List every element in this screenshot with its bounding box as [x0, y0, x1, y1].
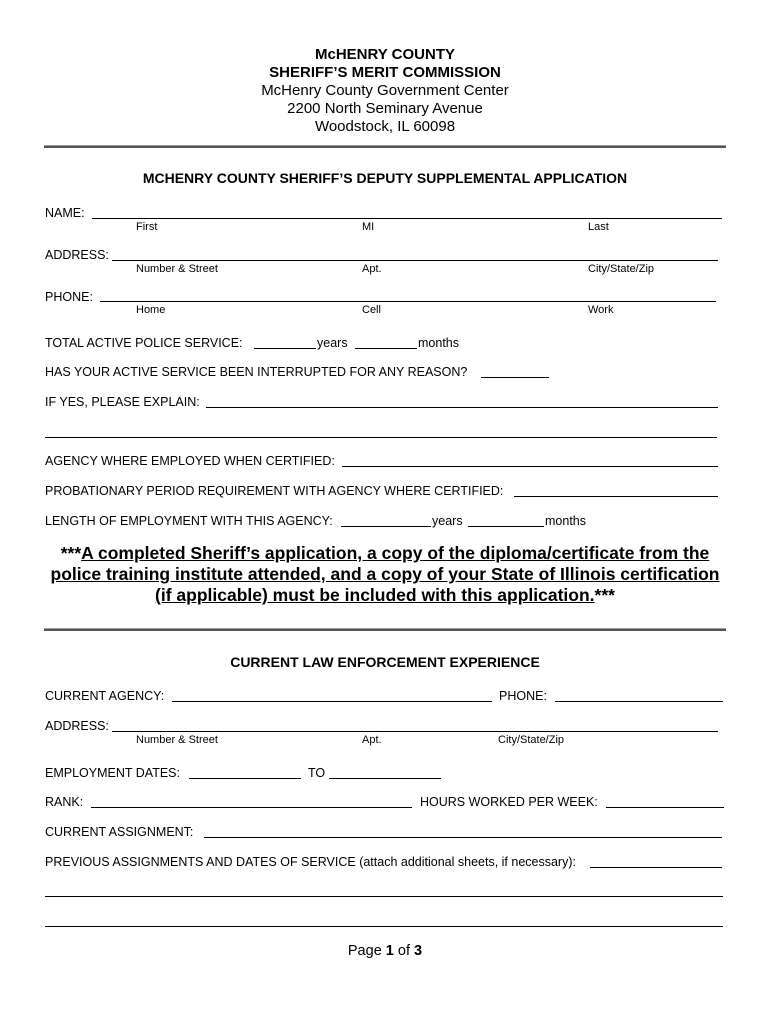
name-field[interactable] [92, 218, 722, 219]
notice-text: A completed Sheriff’s application, a copy of the diploma/certificate from the police training institute attended, and a copy of your State of Illinois certification (if applicable) must be included with this application. [50, 543, 720, 605]
name-sub-mi: MI [362, 221, 375, 233]
agency-phone-label: PHONE: [499, 689, 547, 703]
page-total: 3 [414, 943, 423, 959]
explain-field-continued[interactable] [45, 437, 717, 438]
phone-label: PHONE: [45, 290, 93, 304]
agency-address-sub-street: Number & Street [136, 734, 218, 746]
length-years-label: years [432, 514, 463, 528]
current-assignment-field[interactable] [204, 837, 722, 838]
notice-prefix: *** [60, 543, 82, 563]
service-years-field[interactable] [254, 348, 316, 349]
address-sub-city: City/State/Zip [588, 263, 655, 275]
page-word: Page [347, 943, 382, 959]
address-sub-apt: Apt. [362, 263, 382, 275]
hours-field[interactable] [606, 807, 724, 808]
previous-assignments-field[interactable] [590, 867, 722, 868]
current-agency-field[interactable] [172, 701, 492, 702]
service-months-label: months [418, 336, 459, 350]
employment-start-field[interactable] [189, 778, 301, 779]
page-number [0, 943, 770, 959]
employment-end-field[interactable] [329, 778, 441, 779]
section-divider [44, 628, 726, 631]
agency-address-sub-apt: Apt. [362, 734, 382, 746]
service-months-field[interactable] [355, 348, 417, 349]
agency-certified-field[interactable] [342, 466, 718, 467]
explain-field[interactable] [206, 407, 718, 408]
agency-address-sub-city: City/State/Zip [498, 734, 565, 746]
name-sub-first: First [136, 221, 158, 233]
agency-address-field[interactable] [112, 731, 718, 732]
notice-suffix: *** [594, 585, 615, 605]
page-current: 1 [385, 943, 394, 959]
address-label: ADDRESS: [45, 248, 109, 262]
explain-label: IF YES, PLEASE EXPLAIN: [45, 395, 200, 409]
agency-certified-label: AGENCY WHERE EMPLOYED WHEN CERTIFIED: [45, 454, 335, 468]
header-divider [44, 145, 726, 148]
interrupted-field[interactable] [481, 377, 549, 378]
name-sub-last: Last [588, 221, 609, 233]
probationary-label: PROBATIONARY PERIOD REQUIREMENT WITH AGENCY WHERE CERTIFIED: [45, 484, 504, 498]
current-agency-label: CURRENT AGENCY: [45, 689, 165, 703]
page-of-word: of [397, 943, 410, 959]
name-label: NAME: [45, 206, 85, 220]
rank-field[interactable] [91, 807, 412, 808]
interrupted-label: HAS YOUR ACTIVE SERVICE BEEN INTERRUPTED FOR ANY REASON? [45, 365, 468, 379]
city-address: Woodstock, IL 60098 [314, 118, 456, 135]
service-label: TOTAL ACTIVE POLICE SERVICE: [45, 336, 243, 350]
probationary-field[interactable] [514, 496, 718, 497]
commission-name: SHERIFF’S MERIT COMMISSION [269, 64, 501, 81]
government-center: McHenry County Government Center [261, 82, 509, 99]
employment-dates-label: EMPLOYMENT DATES: [45, 766, 180, 780]
phone-field[interactable] [100, 301, 716, 302]
county-name: McHENRY COUNTY [314, 46, 456, 63]
employment-to-label: TO [308, 766, 326, 780]
length-months-field[interactable] [468, 526, 544, 527]
rank-label: RANK: [45, 795, 84, 809]
previous-assignments-line-3[interactable] [45, 926, 723, 927]
address-field[interactable] [112, 260, 718, 261]
hours-label: HOURS WORKED PER WEEK: [420, 795, 598, 809]
phone-sub-home: Home [136, 304, 166, 316]
length-label: LENGTH OF EMPLOYMENT WITH THIS AGENCY: [45, 514, 333, 528]
phone-sub-work: Work [588, 304, 614, 316]
experience-title: CURRENT LAW ENFORCEMENT EXPERIENCE [230, 654, 540, 670]
address-sub-street: Number & Street [136, 263, 218, 275]
required-documents-notice [40, 543, 730, 606]
street-address: 2200 North Seminary Avenue [287, 100, 483, 117]
phone-sub-cell: Cell [362, 304, 381, 316]
previous-assignments-line-2[interactable] [45, 896, 723, 897]
application-title: MCHENRY COUNTY SHERIFF’S DEPUTY SUPPLEMENTAL APPLICATION [142, 170, 628, 186]
previous-assignments-label: PREVIOUS ASSIGNMENTS AND DATES OF SERVICE (attach additional sheets, if necessary): [45, 855, 576, 869]
length-months-label: months [545, 514, 586, 528]
length-years-field[interactable] [341, 526, 431, 527]
current-assignment-label: CURRENT ASSIGNMENT: [45, 825, 194, 839]
agency-phone-field[interactable] [555, 701, 723, 702]
agency-address-label: ADDRESS: [45, 719, 109, 733]
service-years-label: years [317, 336, 348, 350]
